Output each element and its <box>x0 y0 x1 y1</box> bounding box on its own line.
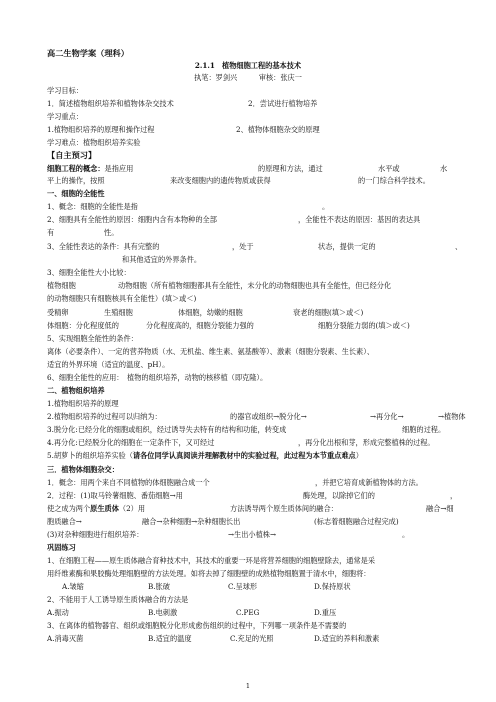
question-2: 2、不能用于人工诱导原生质体融合的方法是 <box>47 595 189 604</box>
section-1-heading: 一、细胞的全能性 <box>47 189 105 198</box>
text <box>47 504 145 514</box>
text <box>47 451 363 461</box>
text: ，全能性不表达的原因：基因的表达具 <box>298 215 421 224</box>
text: 融合→细 <box>426 504 454 513</box>
text: ，处于 <box>232 242 254 251</box>
cell-engineering-label: 细胞工程的概念： <box>47 164 105 173</box>
goal-2: 2．尝试进行植物培养 <box>248 99 318 108</box>
q1-option-c: C.呈球形 <box>228 582 258 591</box>
q2-option-a: A.振动 <box>47 608 69 617</box>
text: 融合→杂种细胞→杂种细胞长出 <box>142 517 241 526</box>
q1-option-a: A.皱缩 <box>62 582 84 591</box>
text: (3)对杂种细胞进行组织培养： <box>47 530 144 539</box>
text: 水 <box>440 164 448 173</box>
text: 生殖细胞 <box>104 308 133 317</box>
text: 的器官或组织→脱分化→ <box>230 412 307 421</box>
q2-option-c: C.PEG <box>236 608 260 617</box>
text: 2.植物组织培养的过程可以归纳为： <box>47 412 162 421</box>
text: 状态，提供一定的 <box>318 242 376 251</box>
text: 体细胞：分化程度低的 <box>47 321 119 330</box>
goals-heading: 学习目标： <box>47 86 83 95</box>
text: 、 <box>455 242 463 251</box>
text: 4.再分化:已经脱分化的细胞在一定条件下，又可经过 <box>47 438 215 447</box>
protoplast-term: 原生质体 <box>90 504 119 513</box>
text: (标志着细胞融合过程完成) <box>314 517 399 526</box>
text: 植物细胞 <box>47 281 76 290</box>
text: 2．过程：(1)取马铃薯细胞、番茄细胞→用 <box>47 491 183 500</box>
text: ，再分化出根和芽，形成完整植株的过程。 <box>298 438 435 447</box>
text: 适宜的外界环境（适宜的温度、pH）。 <box>47 360 170 369</box>
text: 来改变细胞内的遗传物质或获得 <box>170 176 271 185</box>
question-1: 1、在细胞工程——原生质体融合育种技术中，其技术的重要一环是将营养细胞的细胞壁除去，通常是采 <box>47 556 376 565</box>
difficulty: 学习难点：植物组织培养实验 <box>47 138 141 147</box>
text: →再分化→ <box>370 412 404 421</box>
q1-option-b: B.胀破 <box>148 582 170 591</box>
text: →生出小植株→ <box>228 530 276 539</box>
text: 离体（必要条件）、一定的营养物质（水、无机盐、维生素、氨基酸等）、激素（细胞分裂素、生长素）、 <box>47 347 375 356</box>
text: 2、细胞具有全能性的原因：细胞内含有本物种的全部 <box>47 215 217 224</box>
text: ） <box>355 451 363 460</box>
text: 1、概念：细胞的全能性是指 <box>47 202 138 211</box>
text: 5.胡萝卜的组织培养实验（ <box>47 451 133 460</box>
q2-option-b: B.电刺激 <box>148 608 178 617</box>
text: 分化程度高的，细胞分裂能力强的 <box>146 321 254 330</box>
text: 动物细胞（所有植物细胞都具有全能性，未分化的动物细胞也具有全能性，但已经分化 <box>118 281 392 290</box>
section-3-heading: 三．植物体细胞杂交： <box>47 465 119 474</box>
text: 。 <box>402 530 410 539</box>
text: 酶处理，以除掉它们的 <box>303 491 375 500</box>
exercises-heading: 巩固练习 <box>47 543 76 552</box>
text: 3.脱分化:已经分化的细胞或组织，经过诱导失去特有的结构和功能，转变成 <box>47 425 287 434</box>
text: 方法诱导两个原生质体间的融合： <box>230 504 338 513</box>
document-title: 高二生物学案（理科） <box>47 48 129 58</box>
q3-option-d: D.适宜的养料和激素 <box>314 634 380 643</box>
text: 的动物细胞只有细胞核具有全能性）(填＞或＜) <box>47 294 197 303</box>
text: 细胞的过程。 <box>402 425 446 434</box>
text: 有 <box>47 228 55 237</box>
text: 是指应用 <box>104 164 134 173</box>
q3-option-b: B.适宜的温度 <box>148 634 192 643</box>
emphasis-note: 请各位同学认真阅读并理解教材中的实验过程，此过程为本节重点难点 <box>132 451 356 460</box>
q2-option-d: D.重压 <box>314 608 337 617</box>
text: 6、细胞全能性的应用： 植物的组织培养，动物的核移植（即克隆）。 <box>47 373 268 382</box>
text: 平上的操作，按照 <box>47 176 105 185</box>
q3-option-a: A.消毒灭菌 <box>47 634 84 643</box>
text: →植物体 <box>438 412 466 421</box>
text: 3、细胞全能性大小比较： <box>47 268 131 277</box>
text: 使之成为两个 <box>47 504 91 513</box>
goal-1: 1．简述植物组织培养和植物体杂交技术 <box>47 99 174 108</box>
text: 5、实现细胞全能性的条件： <box>47 334 138 343</box>
text: ， <box>450 491 458 500</box>
authors-line: 执笔：罗剑兴 审核：张庆一 <box>194 73 302 82</box>
text: 体细胞，幼嫩的细胞 <box>178 308 243 317</box>
key-2: 2、植物体细胞杂交的原理 <box>236 125 320 134</box>
text: 的原理和方法，通过 <box>258 164 323 173</box>
text: 1．概念：用两个来自不同植物的体细胞融合成一个 <box>47 478 210 487</box>
text: （2）用 <box>118 504 146 513</box>
preview-heading: 【自主预习】 <box>47 150 97 160</box>
key-1: 1.植物组织培养的原理和操作过程 <box>47 125 155 134</box>
section-2-heading: 二、植物组织培养 <box>47 386 105 395</box>
text: ，并把它培育成新植物体的方法。 <box>315 478 423 487</box>
text: 受精卵 <box>47 308 69 317</box>
text: 水平或 <box>378 164 400 173</box>
question-1-cont: 用纤维素酶和果胶酶处理细胞壁的方法处理。如将去掉了细胞壁的成熟植物细胞置于清水中，细胞将： <box>47 569 371 578</box>
text: 1.植物组织培养的原理 <box>47 399 119 408</box>
q1-option-d: D.保持原状 <box>314 582 351 591</box>
text: 。 <box>322 202 330 211</box>
text: 衰老的细胞(填＞或＜) <box>293 308 364 317</box>
text: 性。 <box>104 228 119 237</box>
page-number: 1 <box>245 682 251 690</box>
key-heading: 学习重点： <box>47 112 83 121</box>
text: 3、全能性表达的条件：具有完整的 <box>47 242 160 251</box>
q3-option-c: C.充足的光照 <box>230 634 274 643</box>
cell-engineering-line-1 <box>47 164 133 174</box>
text: 和其他适宜的外界条件。 <box>122 255 202 264</box>
text: 的一门综合科学技术。 <box>358 176 430 185</box>
text: 细胞分裂能力弱的(填＞或＜) <box>318 321 410 330</box>
section-title: 2.1.1 植物细胞工程的基本技术 <box>194 61 302 70</box>
text: 胞质融合→ <box>47 517 82 526</box>
question-3: 3、在离体的植物器官、组织或细胞脱分化形成愈伤组织的过程中，下列哪一项条件是不需要的 <box>47 621 347 630</box>
